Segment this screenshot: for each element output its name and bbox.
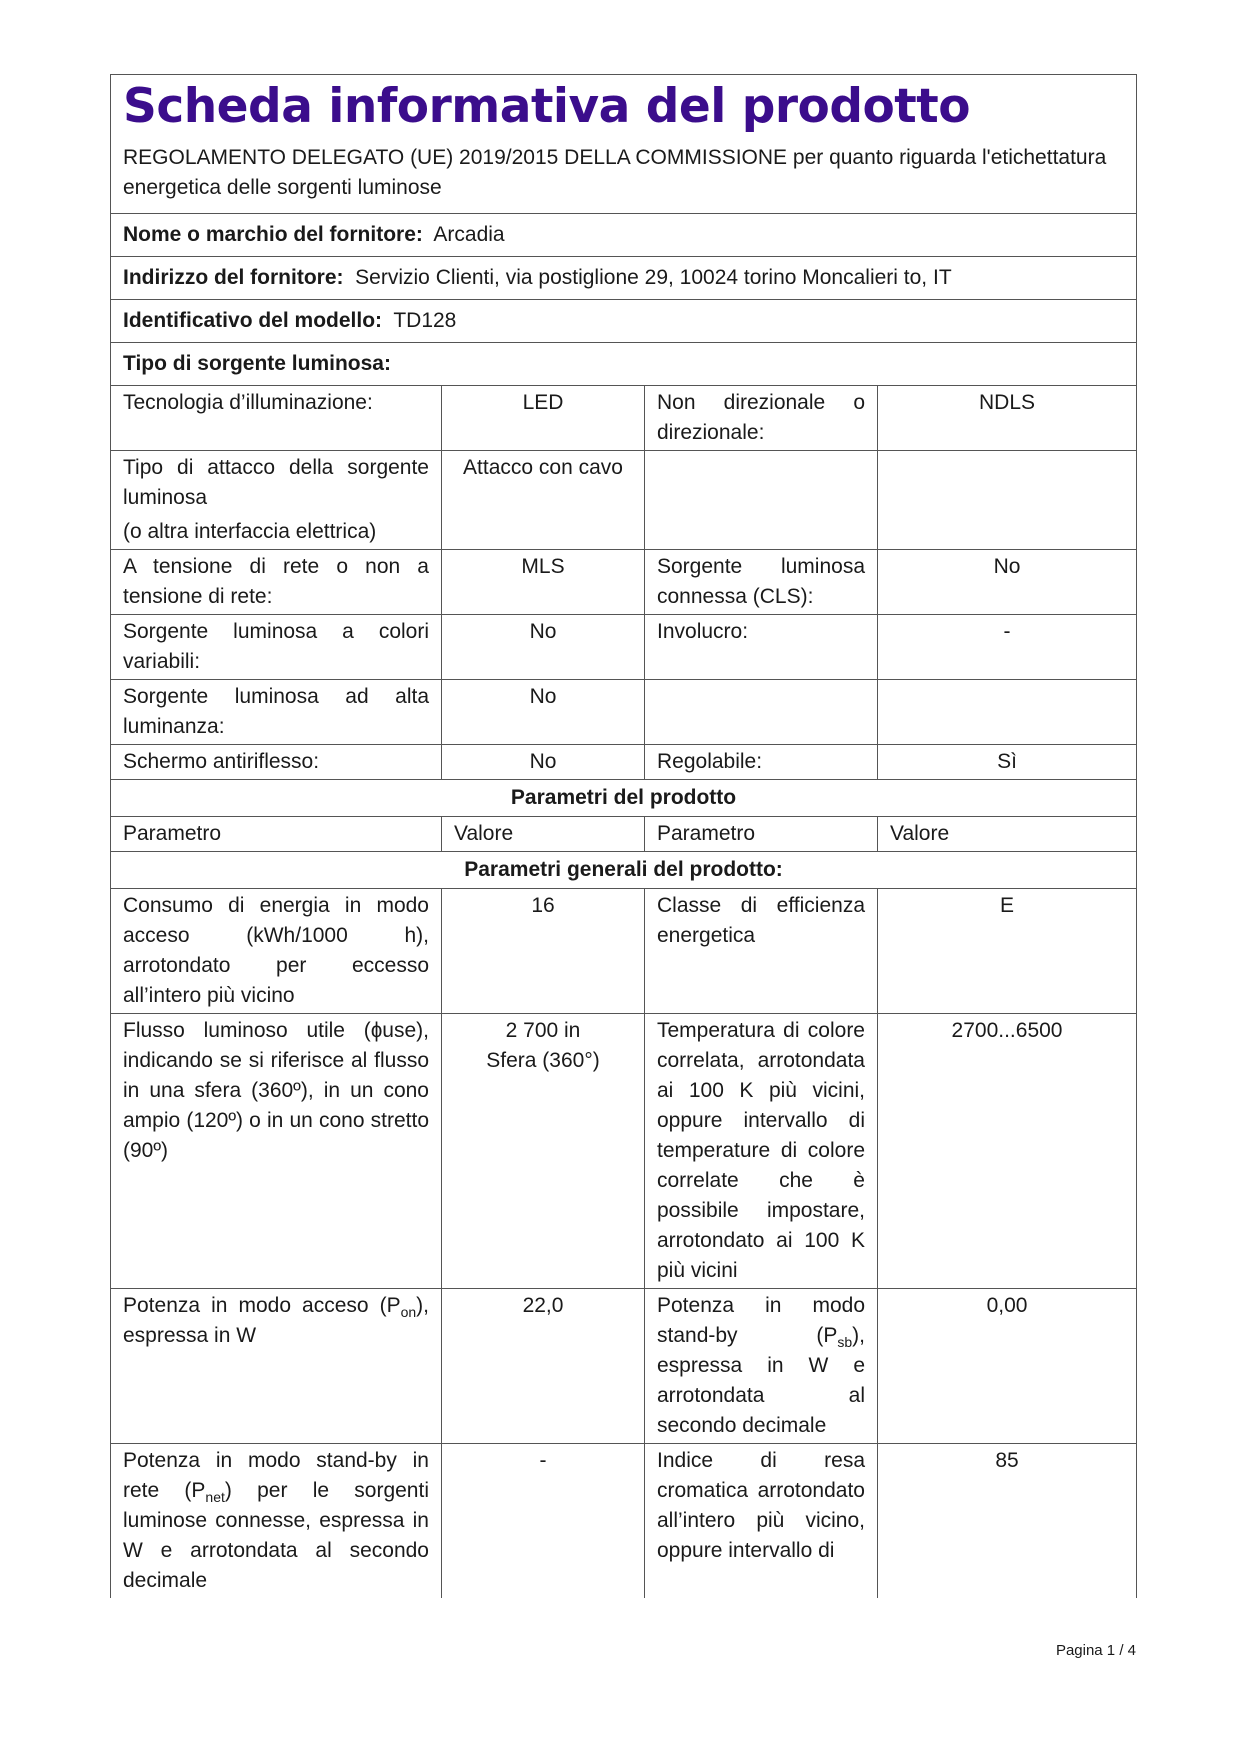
cell-label: Sorgente luminosa a colori variabili: — [111, 615, 442, 680]
cell-value: 0,00 — [878, 1289, 1137, 1444]
column-header: Parametro — [645, 817, 878, 852]
table-row — [111, 550, 1137, 615]
label-subscript: sb — [837, 1334, 853, 1351]
table-row — [111, 745, 1137, 780]
cell-value: LED — [442, 386, 645, 451]
cell-label: Tecnologia d’illuminazione: — [111, 386, 442, 451]
column-header: Valore — [442, 817, 645, 852]
cap-label: Tipo di attacco della sorgente luminosa — [123, 456, 429, 509]
label-text: ) per le sorgenti luminose connesse, espressa in W e arrotondata al secondo decimale — [123, 1479, 429, 1592]
cell-label: Temperatura di colore correlata, arrotondata ai 100 K più vicini, oppure intervallo di temperature di colore correlate che è possibile impostare, arrotondato ai 100 K più vicini — [645, 1014, 878, 1289]
table-row — [111, 680, 1137, 745]
light-type-label: Tipo di sorgente luminosa: — [123, 352, 391, 375]
page-number: Pagina 1 / 4 — [1055, 1642, 1136, 1659]
label-text: Potenza in modo stand-by in rete (P — [123, 1449, 429, 1502]
cell-label: A tensione di rete o non a tensione di rete: — [111, 550, 442, 615]
supplier-label: Nome o marchio del fornitore: — [123, 223, 423, 246]
cell-label: Regolabile: — [645, 745, 878, 780]
label-text: ), espressa in W — [123, 1294, 429, 1347]
model-label: Identificativo del modello: — [123, 309, 383, 332]
cell-label: Classe di efficienza energetica — [645, 889, 878, 1014]
section-header-general: Parametri generali del prodotto: — [111, 852, 1137, 889]
cell-label: Indice di resa cromatica arrotondato all’intero più vicino, oppure intervallo di — [645, 1444, 878, 1599]
cell-label: Consumo di energia in modo acceso (kWh/1000 h), arrotondato per eccesso all’intero più vicino — [111, 889, 442, 1014]
cell-value: - — [878, 615, 1137, 680]
address-value: Servizio Clienti, via postiglione 29, 10024 torino Moncalieri to, IT — [355, 266, 952, 289]
regulation-subtitle: REGOLAMENTO DELEGATO (UE) 2019/2015 DELLA COMMISSIONE per quanto riguarda l'etichettatura energetica delle sorgenti luminose — [123, 146, 1107, 199]
cell-label: Involucro: — [645, 615, 878, 680]
page-title: Scheda informativa del prodotto — [123, 79, 971, 134]
column-header-row — [111, 817, 1137, 852]
cell-value: No — [442, 745, 645, 780]
table-row — [111, 1014, 1137, 1289]
cell-value: 85 — [878, 1444, 1137, 1599]
product-info-sheet — [110, 74, 1136, 1598]
address-label: Indirizzo del fornitore: — [123, 266, 344, 289]
cell-label: Sorgente luminosa connessa (CLS): — [645, 550, 878, 615]
label-text: ), espressa in W e arrotondata al secondo decimale — [657, 1324, 865, 1437]
table-row — [111, 615, 1137, 680]
label-subscript: on — [400, 1304, 417, 1321]
header-cell — [111, 75, 1137, 214]
cell-value: Attacco con cavo — [442, 451, 645, 550]
cell-value: NDLS — [878, 386, 1137, 451]
table-row — [111, 386, 1137, 451]
column-header: Parametro — [111, 817, 442, 852]
table-row — [111, 889, 1137, 1014]
label-subscript: net — [205, 1489, 225, 1506]
label-text: Potenza in modo acceso (P — [123, 1294, 401, 1317]
supplier-row — [111, 214, 1137, 257]
cell-value: MLS — [442, 550, 645, 615]
cell-value: - — [442, 1444, 645, 1599]
cell-label: Flusso luminoso utile (ɸuse), indicando se si riferisce al flusso in una sfera (360º), in un cono ampio (120º) o in un cono stretto (90º) — [111, 1014, 442, 1289]
cell-value: No — [878, 550, 1137, 615]
cell-value — [878, 451, 1137, 550]
address-row — [111, 257, 1137, 300]
cell-value: E — [878, 889, 1137, 1014]
cell-value: 16 — [442, 889, 645, 1014]
model-row — [111, 300, 1137, 343]
cap-label-note: (o altra interfaccia elettrica) — [123, 520, 377, 543]
supplier-value: Arcadia — [433, 223, 505, 246]
light-type-row — [111, 343, 1137, 386]
column-header: Valore — [878, 817, 1137, 852]
table-row — [111, 451, 1137, 550]
table-row — [111, 1444, 1137, 1599]
cell-value: 2700...6500 — [878, 1014, 1137, 1289]
model-value: TD128 — [393, 309, 457, 332]
cell-label: Schermo antiriflesso: — [111, 745, 442, 780]
cell-label — [645, 1289, 878, 1444]
cell-value: No — [442, 615, 645, 680]
cell-label — [645, 451, 878, 550]
cell-label: Non direzionale o direzionale: — [645, 386, 878, 451]
cell-value: Sì — [878, 745, 1137, 780]
cell-label — [111, 1444, 442, 1599]
cell-value: No — [442, 680, 645, 745]
cell-label — [111, 1289, 442, 1444]
section-header-params: Parametri del prodotto — [111, 780, 1137, 817]
product-info-table — [110, 74, 1137, 1598]
table-row — [111, 1289, 1137, 1444]
cell-value: 2 700 in Sfera (360°) — [442, 1014, 645, 1289]
cell-value: 22,0 — [442, 1289, 645, 1444]
label-text: Potenza in modo stand-by (P — [657, 1294, 865, 1347]
cell-label: Sorgente luminosa ad alta luminanza: — [111, 680, 442, 745]
cell-label — [111, 451, 442, 550]
cell-value — [878, 680, 1137, 745]
cell-label — [645, 680, 878, 745]
